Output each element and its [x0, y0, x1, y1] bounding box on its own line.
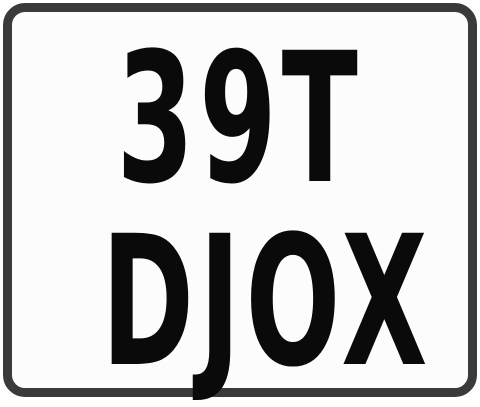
- plate-registration-line-1: 39T: [116, 15, 364, 224]
- plate-line-bottom: [0, 198, 480, 407]
- plate-line-top: [0, 15, 480, 224]
- plate-registration-line-2: DJOX: [101, 198, 433, 407]
